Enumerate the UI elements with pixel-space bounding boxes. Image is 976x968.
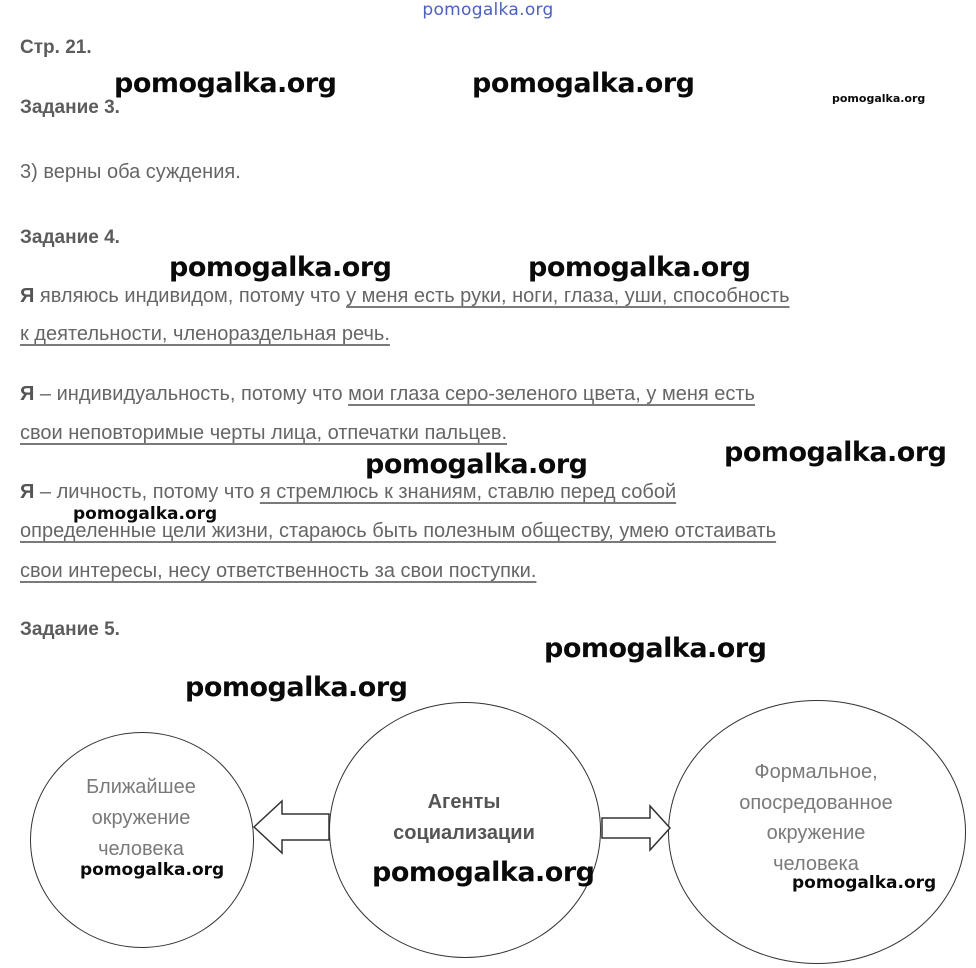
p1-answer-1: у меня есть руки, ноги, глаза, уши, способность	[346, 285, 790, 307]
watermark: pomogalka.org	[792, 873, 937, 893]
p3-answer-1: я стремлюсь к знаниям, ставлю перед собой	[259, 481, 677, 503]
task3-heading: Задание 3.	[20, 97, 120, 118]
task5-heading: Задание 5.	[20, 619, 120, 640]
watermark: pomogalka.org	[185, 672, 408, 703]
right-circle-text: Формальное, опосредованное окружение человека	[739, 761, 893, 875]
left-circle-text: Ближайшее окружение человека	[86, 776, 196, 860]
watermark: pomogalka.org	[472, 68, 695, 99]
p3-prefix: – личность, потому что	[34, 481, 260, 503]
watermark: pomogalka.org	[528, 252, 751, 283]
pronoun: Я	[20, 383, 35, 405]
watermark: pomogalka.org	[114, 68, 337, 99]
page-label: Стр. 21.	[20, 37, 92, 58]
task4-heading: Задание 4.	[20, 227, 120, 248]
p2-answer-2: свои неповторимые черты лица, отпечатки пальцев.	[20, 422, 508, 444]
right-arrow	[602, 806, 670, 850]
p1-prefix: являюсь индивидом, потому что	[34, 285, 347, 307]
p2-answer-1: мои глаза серо-зеленого цвета, у меня есть	[348, 383, 755, 405]
p3-answer-3: свои интересы, несу ответственность за свои поступки.	[20, 560, 537, 582]
watermark: pomogalka.org	[832, 92, 926, 105]
watermark: pomogalka.org	[372, 857, 595, 888]
pronoun: Я	[20, 481, 35, 503]
watermark: pomogalka.org	[80, 860, 225, 880]
left-arrow	[254, 801, 329, 853]
watermark: pomogalka.org	[724, 437, 947, 468]
top-watermark[interactable]: pomogalka.org	[422, 0, 554, 20]
watermark: pomogalka.org	[169, 252, 392, 283]
watermark: pomogalka.org	[73, 504, 218, 524]
task3-answer: 3) верны оба суждения.	[20, 161, 241, 183]
p3-answer-2: определенные цели жизни, стараюсь быть полезным обществу, умею отстаивать	[20, 520, 777, 542]
watermark: pomogalka.org	[544, 633, 767, 664]
p2-prefix: – индивидуальность, потому что	[34, 383, 349, 405]
center-circle-text: Агенты социализации	[393, 791, 535, 844]
pronoun: Я	[20, 285, 35, 307]
watermark: pomogalka.org	[365, 449, 588, 480]
p1-answer-2: к деятельности, членораздельная речь.	[20, 323, 390, 345]
